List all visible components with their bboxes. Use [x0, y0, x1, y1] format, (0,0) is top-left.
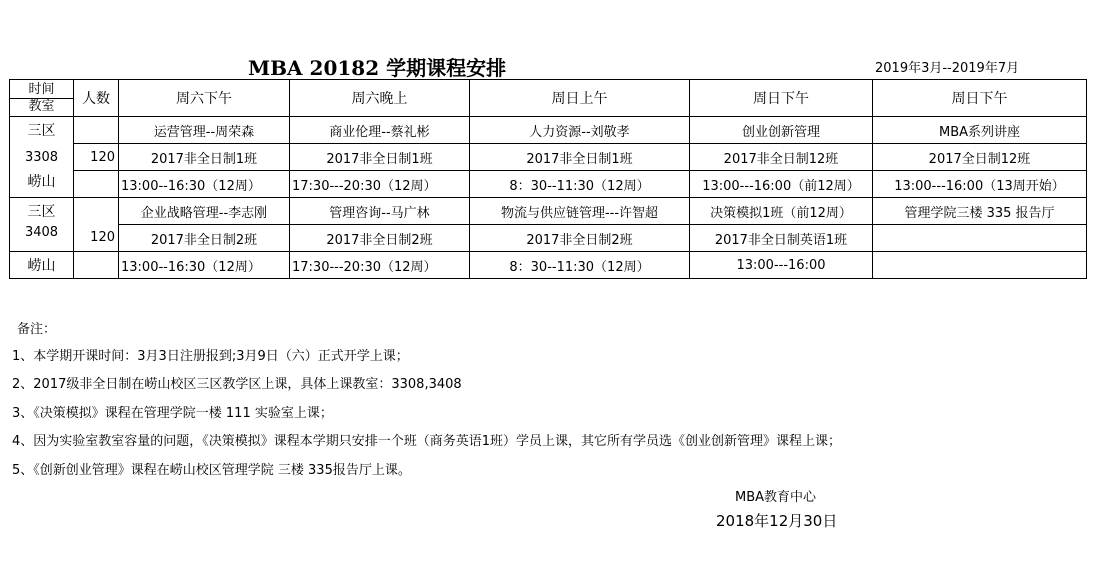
room-cell: 三区: [10, 198, 74, 225]
time-label: 时间: [10, 82, 73, 99]
note-item: 3、《决策模拟》课程在管理学院一楼 111 实验室上课；: [12, 406, 333, 421]
course-cell: 管理学院三楼 335 报告厅: [873, 198, 1087, 225]
page-title: MBA 20182 学期课程安排: [248, 56, 507, 80]
room-label: 教室: [28, 98, 55, 114]
note-item: 5、《创新创业管理》课程在崂山校区管理学院 三楼 335报告厅上课。: [12, 463, 411, 478]
count-header: 人数: [74, 80, 119, 117]
course-cell: 商业伦理--蔡礼彬: [290, 117, 470, 144]
count-cell: [74, 171, 119, 198]
room-cell: 崂山: [10, 171, 74, 198]
course-cell: 物流与供应链管理---许智超: [470, 198, 690, 225]
course-cell: MBA系列讲座: [873, 117, 1087, 144]
time-cell: 17:30---20:30（12周）: [290, 171, 470, 198]
course-cell: 管理咨询--马广林: [290, 198, 470, 225]
header-row: [10, 80, 1087, 117]
class-cell: 2017非全日制2班: [470, 225, 690, 252]
class-cell: 2017非全日制2班: [290, 225, 470, 252]
room-cell: 崂山: [10, 252, 74, 279]
note-item: 2、2017级非全日制在崂山校区三区教学区上课，具体上课教室：3308,3408: [12, 377, 462, 392]
class-cell: 2017非全日制12班: [690, 144, 873, 171]
table-row: [10, 225, 1087, 252]
course-cell: 创业创新管理: [690, 117, 873, 144]
slot-header: 周日下午: [690, 80, 873, 117]
note-item: 4、因为实验室教室容量的问题，《决策模拟》课程本学期只安排一个班（商务英语1班）学员上课，其它所有学员选《创业创新管理》课程上课；: [12, 434, 842, 449]
count-cell: [74, 117, 119, 144]
class-cell: 2017全日制12班: [873, 144, 1087, 171]
class-cell: 2017非全日制1班: [470, 144, 690, 171]
time-cell: 13:00---16:00（13周开始）: [873, 171, 1087, 198]
time-cell: 13:00--16:30（12周）: [119, 171, 290, 198]
room-cell: 3408: [10, 225, 74, 252]
class-cell: 2017非全日制英语1班: [690, 225, 873, 252]
time-cell: 13:00---16:00（前12周）: [690, 171, 873, 198]
room-cell: 3308: [10, 144, 74, 171]
date-range: 2019年3月--2019年7月: [875, 61, 1020, 76]
class-cell: 2017非全日制1班: [290, 144, 470, 171]
time-cell: 8：30--11:30（12周）: [470, 171, 690, 198]
table-row: [10, 171, 1087, 198]
signature-date: 2018年12月30日: [716, 512, 838, 530]
notes-heading: 备注：: [17, 322, 57, 337]
table-row: [10, 117, 1087, 144]
course-cell: 人力资源--刘敬孝: [470, 117, 690, 144]
class-cell: 2017非全日制1班: [119, 144, 290, 171]
slot-header: 周日下午: [873, 80, 1087, 117]
class-cell: [873, 225, 1087, 252]
course-cell: 企业战略管理--李志刚: [119, 198, 290, 225]
signature-org: MBA教育中心: [735, 490, 817, 505]
course-cell: 决策模拟1班（前12周）: [690, 198, 873, 225]
class-cell: 2017非全日制2班: [119, 225, 290, 252]
table-row: [10, 144, 1087, 171]
table-row: [10, 198, 1087, 225]
count-cell: 120: [74, 144, 119, 171]
count-cell: [74, 198, 119, 225]
time-room-header: [10, 80, 74, 117]
time-cell: 17:30---20:30（12周）: [290, 252, 470, 279]
course-cell: 运营管理--周荣森: [119, 117, 290, 144]
count-cell: [74, 252, 119, 279]
schedule-table: [9, 79, 1087, 279]
table-row: [10, 252, 1087, 279]
time-cell: 13:00--16:30（12周）: [119, 252, 290, 279]
time-cell: 8：30--11:30（12周）: [470, 252, 690, 279]
slot-header: 周日上午: [470, 80, 690, 117]
count-cell: 120: [74, 225, 119, 252]
time-cell: 13:00---16:00: [690, 252, 873, 279]
slot-header: 周六晚上: [290, 80, 470, 117]
room-cell: 三区: [10, 117, 74, 144]
note-item: 1、本学期开课时间：3月3日注册报到;3月9日（六）正式开学上课；: [12, 349, 409, 364]
slot-header: 周六下午: [119, 80, 290, 117]
time-cell: [873, 252, 1087, 279]
